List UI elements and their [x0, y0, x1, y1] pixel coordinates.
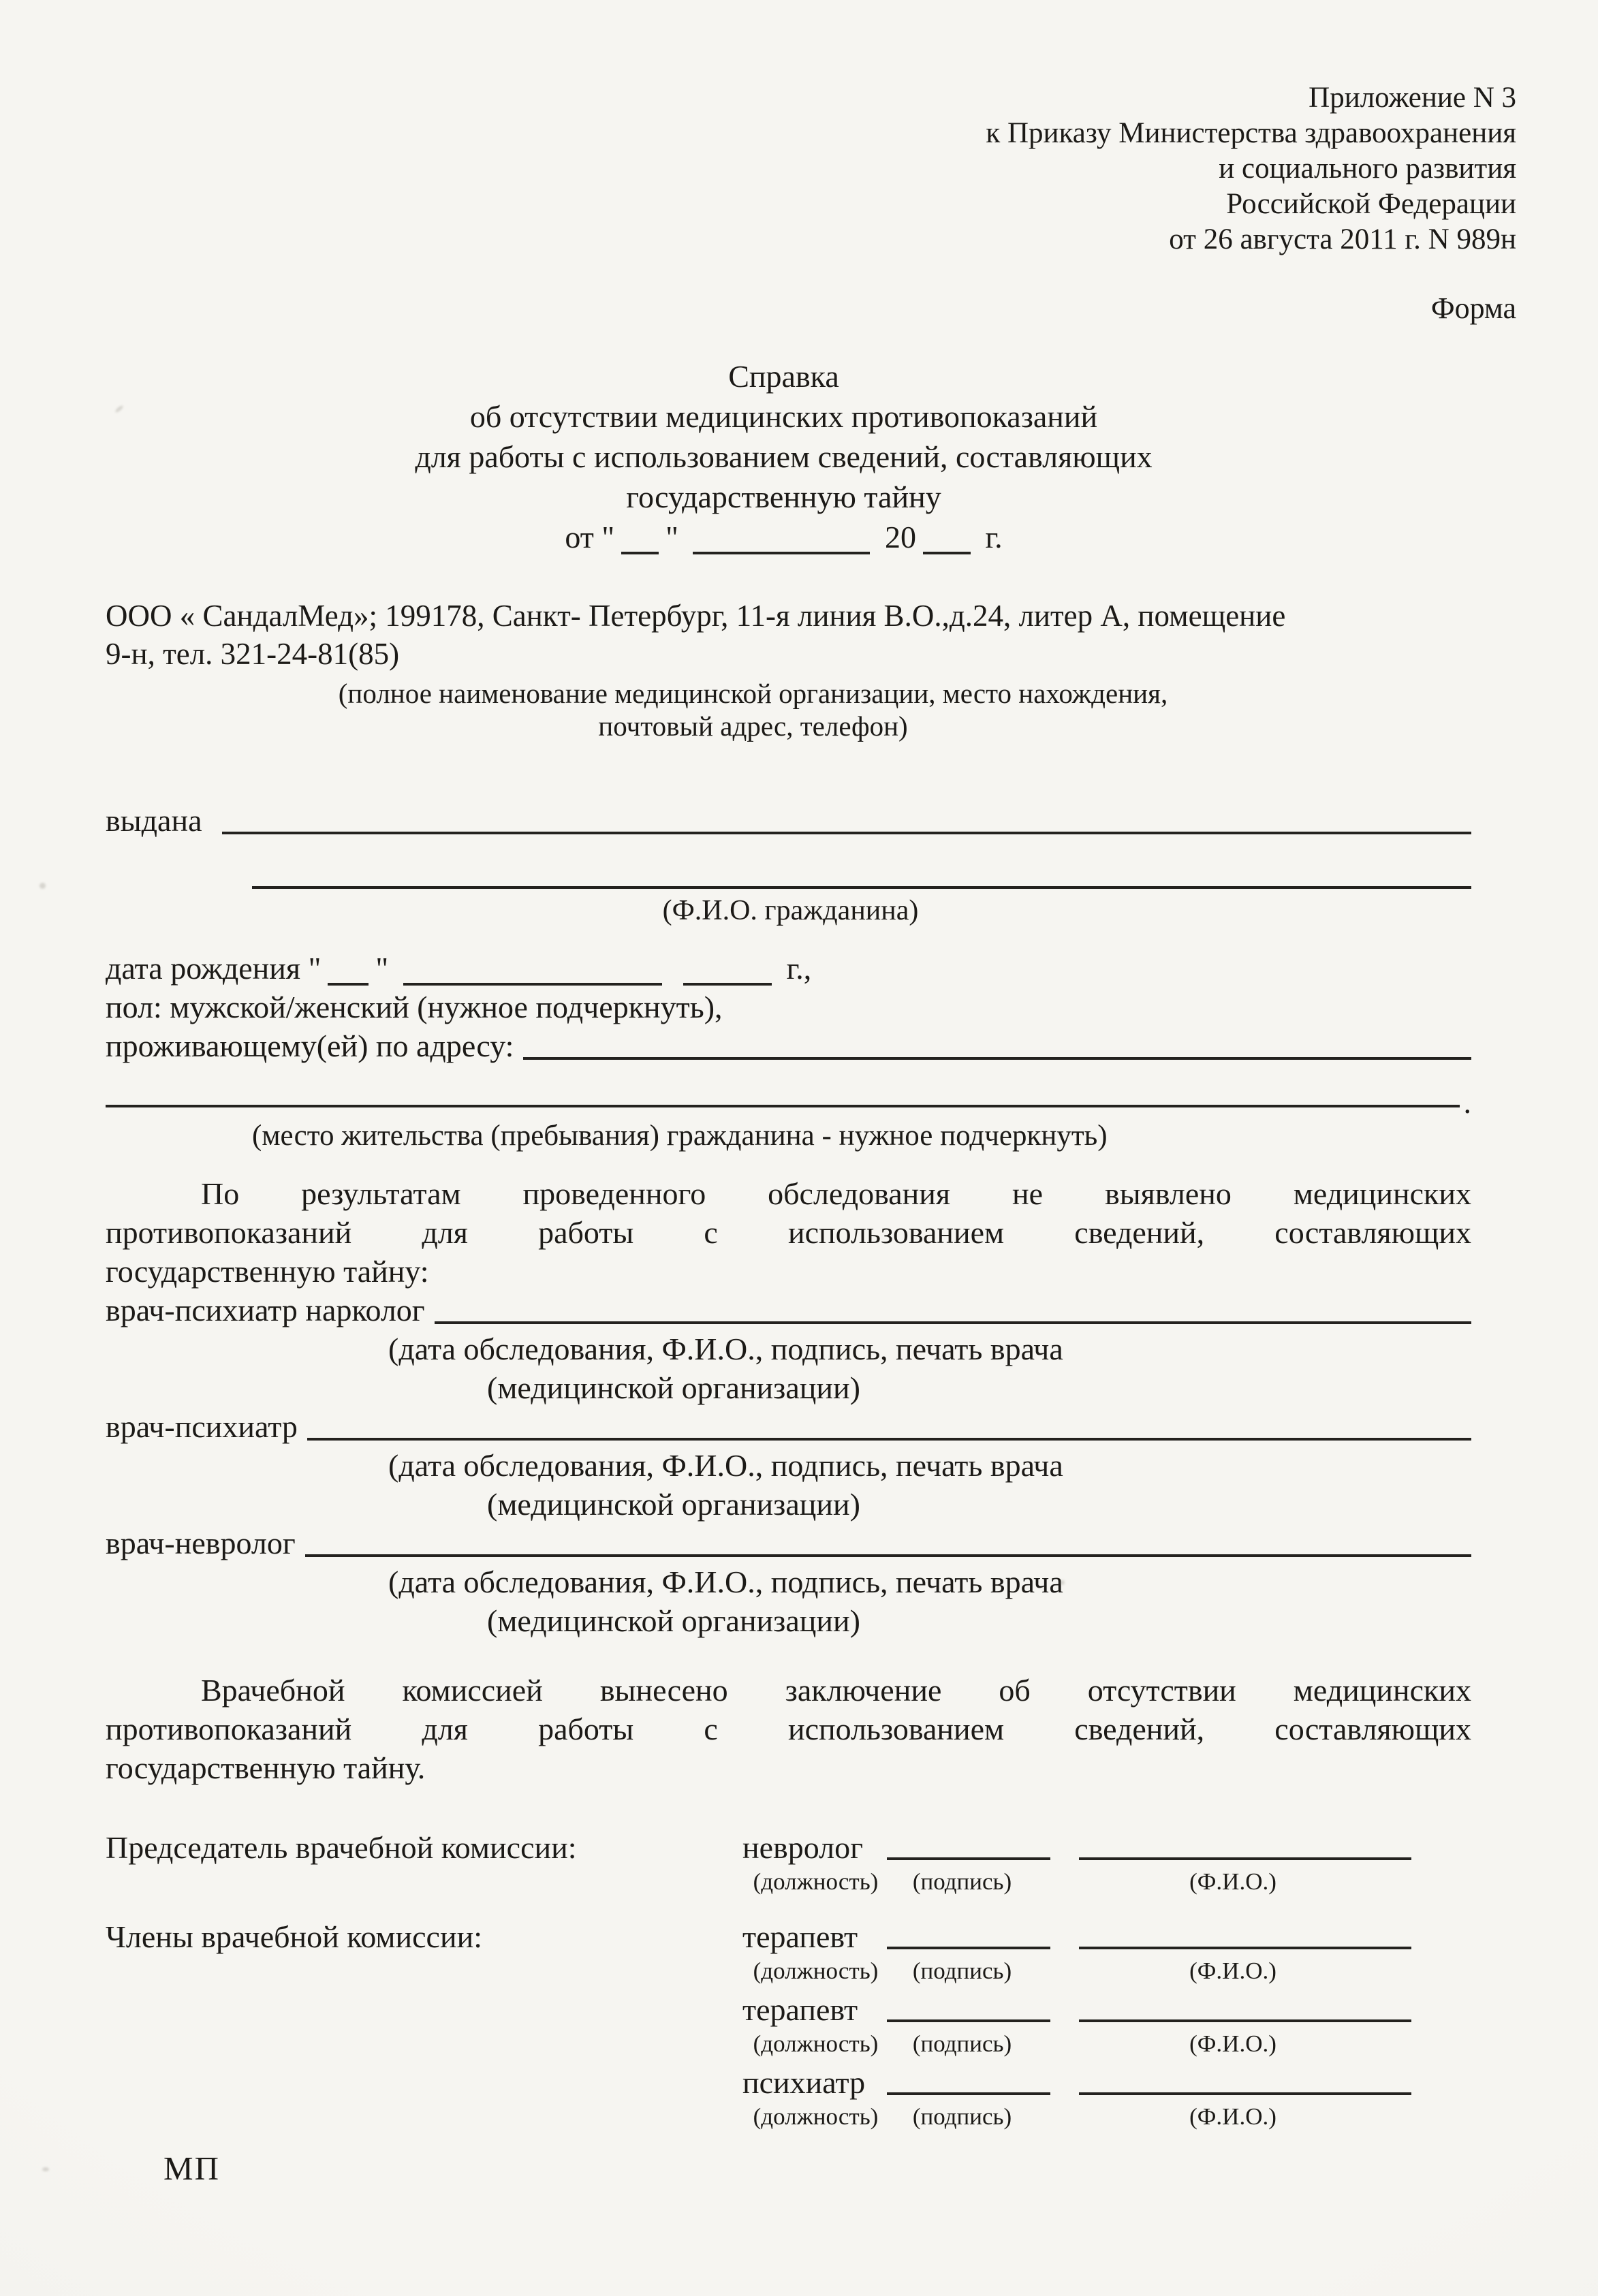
birth-year-suffix: г., — [786, 951, 812, 986]
paragraph-line: противопоказаний для работы с использованием сведений, составляющих — [106, 1712, 1471, 1746]
date-month-blank — [693, 545, 870, 554]
birth-date-label: дата рождения — [106, 951, 301, 986]
medical-organization-block — [106, 597, 1516, 673]
federation-line: Российской Федерации — [1226, 188, 1516, 220]
address-blank-bar — [106, 1105, 1460, 1107]
sex-row: пол: мужской/женский (нужное подчеркнуть), — [106, 990, 723, 1024]
birth-year-blank — [683, 976, 772, 986]
member-role: терапевт — [742, 1919, 858, 1954]
close-quote: " — [665, 520, 678, 554]
doctor-row-narcologist — [106, 1291, 1471, 1330]
doctor-row-psychiatrist — [106, 1407, 1471, 1446]
member-role: психиатр — [742, 2065, 866, 2100]
doctor-role-label: врач-невролог — [106, 1526, 296, 1560]
commission-member-row — [106, 2063, 1516, 2102]
chair-caption: Председатель врачебной комиссии: — [106, 1830, 577, 1865]
order-reference-line: к Приказу Министерства здравоохранения — [986, 117, 1516, 149]
signature-sublabels-row — [106, 2029, 1516, 2059]
doctor-role-label: врач-психиатр — [106, 1409, 298, 1444]
signature-sublabel: (подпись) — [912, 1957, 1012, 1984]
address-blank-line — [523, 1026, 1471, 1060]
title-date-line — [106, 517, 1516, 557]
form-label: Форма — [1430, 292, 1516, 325]
doctor-row-neurologist — [106, 1524, 1471, 1562]
organization-caption-line-2: почтовый адрес, телефон) — [598, 710, 908, 742]
scan-artifact — [1060, 1580, 1065, 1585]
title-line-spravka: Справка — [728, 359, 839, 394]
signature-blank-line — [887, 2092, 1050, 2095]
doctor-signature-blank — [307, 1407, 1471, 1441]
fio-sublabel: (Ф.И.О.) — [1189, 1868, 1276, 1895]
close-quote: " — [375, 951, 389, 986]
date-year-prefix: 20 — [884, 520, 916, 554]
issued-to-label: выдана — [106, 803, 202, 838]
scan-artifact — [42, 2167, 49, 2171]
commission-member-row — [106, 1990, 1516, 2029]
order-date-line: от 26 августа 2011 г. N 989н — [1169, 223, 1516, 255]
doctor-signature-blank — [435, 1291, 1471, 1324]
chair-role: невролог — [742, 1830, 863, 1865]
paragraph-line: По результатам проведенного обследования не выявлено медицинских — [201, 1176, 1471, 1211]
paragraph-line: противопоказаний для работы с использованием сведений, составляющих — [106, 1215, 1471, 1250]
fio-blank-line — [1079, 2092, 1411, 2095]
doctor-signature-blank — [305, 1524, 1471, 1557]
organization-caption — [106, 677, 1516, 742]
document-title — [106, 356, 1516, 517]
examination-conclusion-paragraph — [106, 1174, 1471, 1291]
birth-month-blank — [403, 976, 662, 986]
organization-line-1: ООО « СандалМед»; 199178, Санкт- Петербург, 11-я линия В.О.,д.24, литер А, помещение — [106, 599, 1286, 633]
doctor-caption-line: (медицинской организации) — [487, 1370, 860, 1405]
title-line-2: об отсутствии медицинских противопоказаний — [469, 399, 1098, 434]
member-role: терапевт — [742, 1992, 858, 2027]
doctor-caption-line: (дата обследования, Ф.И.О., подпись, печать врача — [388, 1564, 1063, 1599]
date-year-suffix: г. — [985, 520, 1003, 554]
citizen-name-blank-line — [252, 886, 1471, 889]
position-sublabel: (должность) — [753, 1868, 879, 1895]
position-sublabel: (должность) — [753, 2030, 879, 2057]
appendix-header-block — [106, 80, 1516, 257]
signature-blank-line — [887, 1857, 1050, 1860]
fio-sublabel: (Ф.И.О.) — [1189, 2103, 1276, 2130]
date-from-label: от — [565, 520, 594, 554]
stamp-place-label: МП — [163, 2150, 220, 2187]
signature-sublabels-row — [106, 2102, 1516, 2132]
paragraph-line: государственную тайну. — [106, 1750, 426, 1785]
issued-to-blank-line — [222, 801, 1471, 834]
signature-sublabels-row — [106, 1867, 1516, 1897]
fio-sublabel: (Ф.И.О.) — [1189, 2030, 1276, 2057]
address-row — [106, 1026, 1471, 1065]
signature-sublabel: (подпись) — [912, 2103, 1012, 2130]
signature-sublabel: (подпись) — [912, 2030, 1012, 2057]
commission-chair-row — [106, 1828, 1516, 1867]
signature-sublabels-row — [106, 1956, 1516, 1986]
appendix-number-line: Приложение N 3 — [1309, 82, 1516, 114]
signature-sublabel: (подпись) — [912, 1868, 1012, 1895]
commission-member-row — [106, 1917, 1516, 1956]
address-label: проживающему(ей) по адресу: — [106, 1028, 514, 1063]
organization-line-2: 9-н, тел. 321-24-81(85) — [106, 637, 400, 671]
doctor-caption-line: (дата обследования, Ф.И.О., подпись, печать врача — [388, 1448, 1063, 1483]
issued-to-row — [106, 801, 1471, 840]
signature-blank-line — [887, 2019, 1050, 2022]
date-day-blank — [621, 545, 659, 554]
empty-caption — [106, 1990, 742, 2029]
doctor-role-label: врач-психиатр нарколог — [106, 1293, 425, 1327]
address-blank-line-2 — [106, 1085, 1471, 1120]
doctor-caption-line: (дата обследования, Ф.И.О., подпись, печать врача — [388, 1332, 1063, 1366]
address-period: . — [1463, 1085, 1471, 1120]
open-quote: " — [308, 951, 322, 986]
commission-conclusion-paragraph — [106, 1671, 1471, 1787]
scan-artifact — [40, 883, 46, 889]
open-quote: " — [601, 520, 615, 554]
position-sublabel: (должность) — [753, 1957, 879, 1984]
paragraph-line: государственную тайну: — [106, 1254, 429, 1289]
doctor-caption-line: (медицинской организации) — [487, 1603, 860, 1638]
citizen-name-caption: (Ф.И.О. гражданина) — [662, 895, 919, 926]
signature-blank-line — [887, 1947, 1050, 1949]
position-sublabel: (должность) — [753, 2103, 879, 2130]
paragraph-line: Врачебной комиссией вынесено заключение об отсутствии медицинских — [201, 1673, 1471, 1708]
fio-blank-line — [1079, 2019, 1411, 2022]
title-line-4: государственную тайну — [626, 479, 941, 514]
empty-caption — [106, 2063, 742, 2102]
birth-date-row — [106, 949, 1516, 988]
fio-blank-line — [1079, 1947, 1411, 1949]
members-caption: Члены врачебной комиссии: — [106, 1919, 482, 1954]
ministry-line: и социального развития — [1219, 153, 1516, 185]
title-line-3: для работы с использованием сведений, составляющих — [415, 439, 1153, 474]
date-year-blank — [923, 545, 971, 554]
birth-day-blank — [328, 976, 369, 986]
organization-caption-line-1: (полное наименование медицинской организации, место нахождения, — [338, 678, 1168, 709]
fio-sublabel: (Ф.И.О.) — [1189, 1957, 1276, 1984]
doctor-caption-line: (медицинской организации) — [487, 1487, 860, 1522]
fio-blank-line — [1079, 1857, 1411, 1860]
residence-caption: (место жительства (пребывания) гражданина - нужное подчеркнуть) — [252, 1120, 1108, 1152]
